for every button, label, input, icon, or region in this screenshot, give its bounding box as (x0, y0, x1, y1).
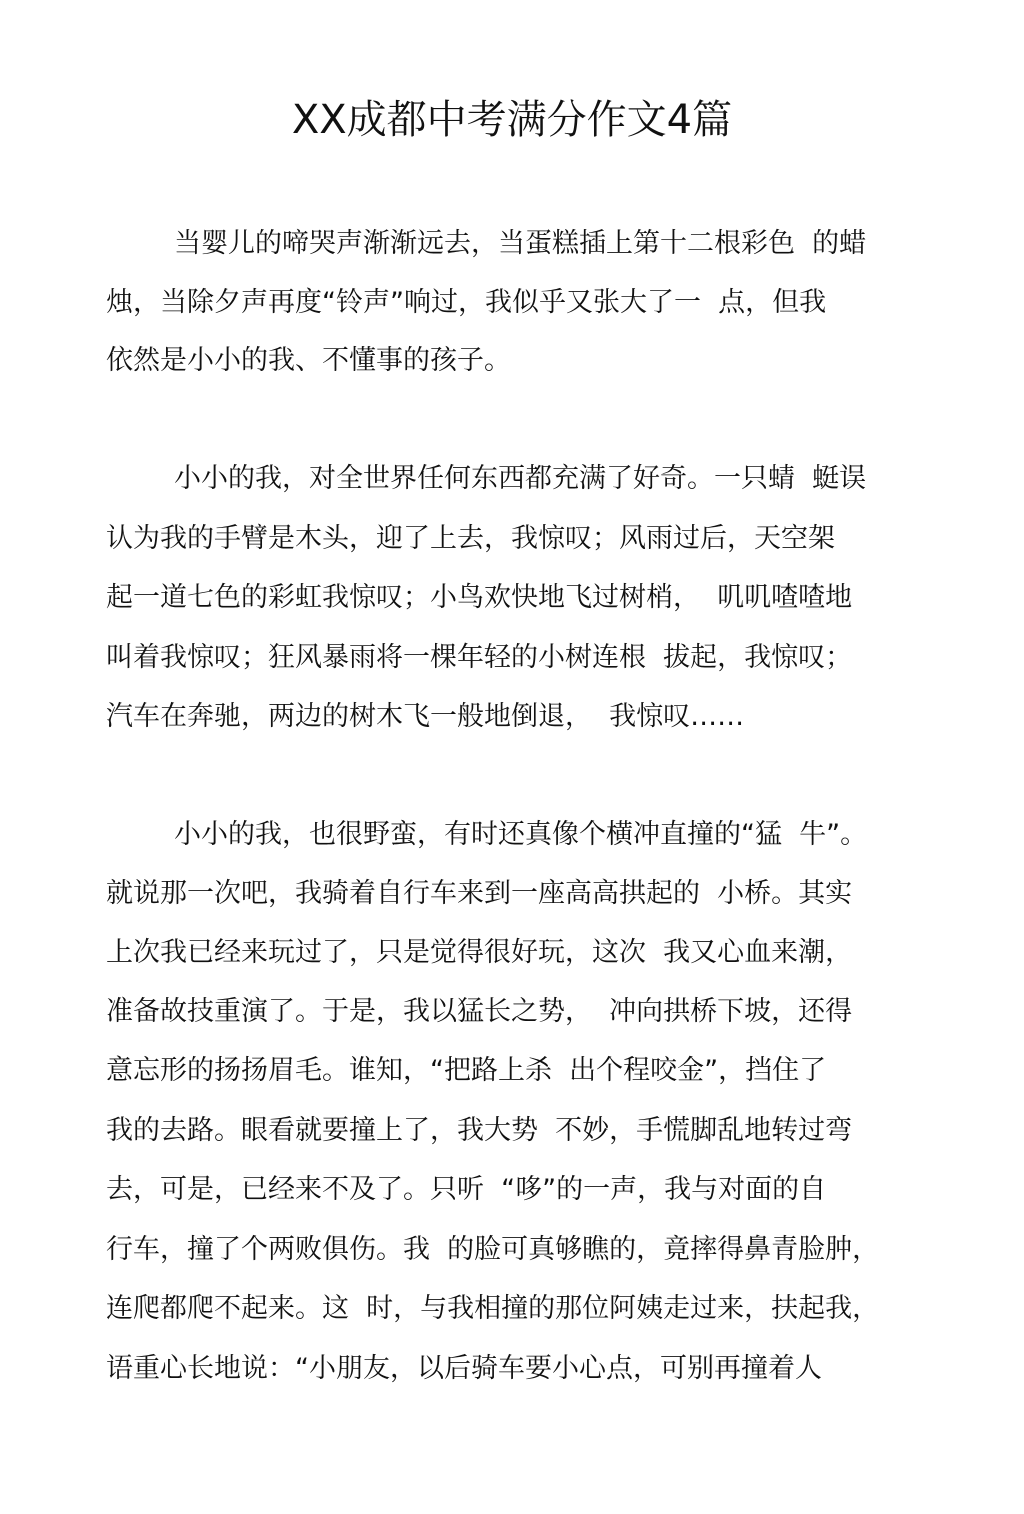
paragraph-3-line-4: 准备故技重演了。于是，我以猛长之势， 冲向拱桥下坡，还得 (106, 996, 853, 1027)
paragraph-3-line-5: 意忘形的扬扬眉毛。谁知，“把路上杀 出个程咬金”，挡住了 (106, 1055, 827, 1086)
paragraph-3-line-8: 行车，撞了个两败俱伤。我 的脸可真够瞧的，竟摔得鼻青脸肿， (106, 1234, 880, 1265)
paragraph-3-line-10: 语重心长地说：“小朋友，以后骑车要小心点，可别再撞着人 (106, 1353, 822, 1384)
paragraph-3-line-1: 小小的我，也很野蛮，有时还真像个横冲直撞的“猛 牛”。 (174, 819, 868, 850)
paragraph-2-line-1: 小小的我，对全世界任何东西都充满了好奇。一只蜻 蜓误 (174, 463, 867, 494)
paragraph-3-line-6: 我的去路。眼看就要撞上了，我大势 不妙，手慌脚乱地转过弯 (106, 1115, 853, 1146)
paragraph-2-line-2: 认为我的手臂是木头，迎了上去，我惊叹；风雨过后，天空架 (106, 523, 835, 554)
paragraph-1-line-1: 当婴儿的啼哭声渐渐远去，当蛋糕插上第十二根彩色 的蜡 (174, 228, 867, 259)
paragraph-1-line-3: 依然是小小的我、不懂事的孩子。 (106, 345, 511, 376)
paragraph-2-line-5: 汽车在奔驰，两边的树木飞一般地倒退， 我惊叹…… (106, 701, 745, 732)
paragraph-3-line-7: 去，可是，已经来不及了。只听 “哆”的一声，我与对面的自 (106, 1174, 827, 1205)
paragraph-1-line-2: 烛，当除夕声再度“铃声”响过，我似乎又张大了一 点，但我 (106, 287, 827, 318)
paragraph-2-line-3: 起一道七色的彩虹我惊叹；小鸟欢快地飞过树梢， 叽叽喳喳地 (106, 582, 853, 613)
paragraph-3-line-2: 就说那一次吧，我骑着自行车来到一座高高拱起的 小桥。其实 (106, 878, 853, 909)
paragraph-2-line-4: 叫着我惊叹；狂风暴雨将一棵年轻的小树连根 拔起，我惊叹； (106, 642, 853, 673)
paragraph-3-line-3: 上次我已经来玩过了，只是觉得很好玩，这次 我又心血来潮， (106, 937, 853, 968)
document-title: XX成都中考满分作文4篇 (291, 97, 733, 143)
paragraph-3-line-9: 连爬都爬不起来。这 时，与我相撞的那位阿姨走过来，扶起我， (106, 1293, 880, 1324)
